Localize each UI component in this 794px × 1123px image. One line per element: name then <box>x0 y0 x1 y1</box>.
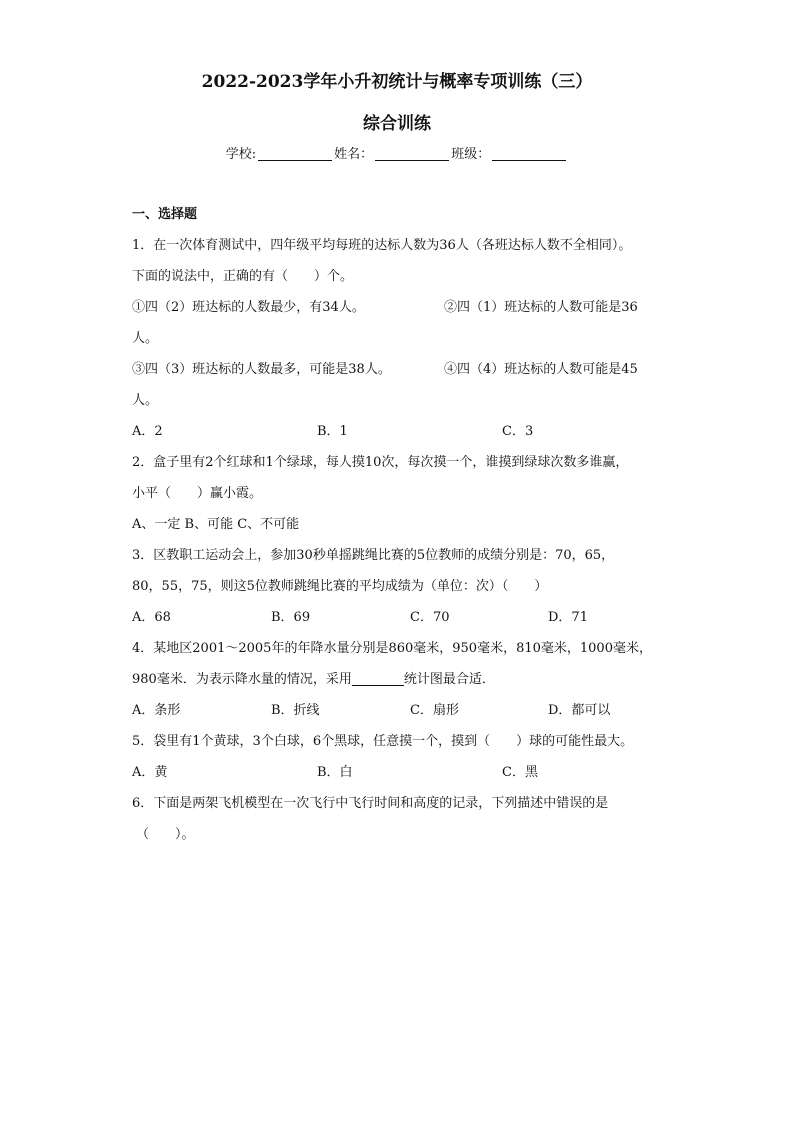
q4-option-b[interactable]: B．折线 <box>271 703 320 718</box>
q1-option-a[interactable]: A．2 <box>132 424 163 439</box>
q6-stem-line1: 6．下面是两架飞机模型在一次飞行中飞行时间和高度的记录，下列描述中错误的是 <box>132 796 609 811</box>
name-blank[interactable] <box>375 146 449 161</box>
q4-option-c[interactable]: C．扇形 <box>410 703 459 718</box>
class-blank[interactable] <box>492 146 566 161</box>
q1-statement-row1 <box>132 298 672 329</box>
page-subtitle: 综合训练 <box>363 114 431 134</box>
q3-option-b[interactable]: B．69 <box>271 610 311 625</box>
q4-stem-line1: 4．某地区2001～2005年的年降水量分别是860毫米，950毫米，810毫米，1000毫米， <box>132 641 652 656</box>
student-info-line <box>0 145 794 165</box>
q1-statement-row2 <box>132 360 672 391</box>
q1-statement-2-cont: 人。 <box>132 331 159 346</box>
q3-option-a[interactable]: A．68 <box>132 610 171 625</box>
q3-stem-line2: 80，55，75，则这5位教师跳绳比赛的平均成绩为（单位：次）（ ） <box>132 579 548 594</box>
page-title: 2022-2023学年小升初统计与概率专项训练（三） <box>201 72 593 92</box>
q4-options <box>132 701 672 732</box>
section-heading: 一、选择题 <box>132 207 198 222</box>
q2-stem-line2: 小平（ ）赢小霞。 <box>132 486 263 501</box>
q1-statement-3: ③四（3）班达标的人数最多，可能是38人。 <box>132 362 391 377</box>
q5-option-b[interactable]: B．白 <box>317 765 353 780</box>
q1-option-b[interactable]: B．1 <box>317 424 348 439</box>
q1-statement-2: ②四（1）班达标的人数可能是36 <box>444 300 638 315</box>
q5-stem: 5．袋里有1个黄球，3个白球，6个黑球，任意摸一个，摸到（ ）球的可能性最大。 <box>132 734 634 749</box>
school-blank[interactable] <box>258 146 332 161</box>
q1-option-c[interactable]: C．3 <box>502 424 534 439</box>
name-label: 姓名： <box>334 147 374 162</box>
question-list <box>132 205 672 856</box>
q6-stem-line2: （ ）。 <box>136 827 195 842</box>
class-label: 班级： <box>451 147 491 162</box>
q3-stem-line1: 3．区教职工运动会上，参加30秒单摇跳绳比赛的5位教师的成绩分别是：70，65， <box>132 548 615 563</box>
q2-options[interactable]: A、一定 B、可能 C、不可能 <box>132 517 300 532</box>
q4-stem-line2-before: 980毫米．为表示降水量的情况，采用 <box>132 672 352 687</box>
q1-statement-4: ④四（4）班达标的人数可能是45 <box>444 362 638 377</box>
q4-option-a[interactable]: A．条形 <box>132 703 181 718</box>
q2-stem-line1: 2．盒子里有2个红球和1个绿球，每人摸10次，每次摸一个，谁摸到绿球次数多谁赢， <box>132 455 629 470</box>
q5-option-a[interactable]: A．黄 <box>132 765 168 780</box>
q3-option-d[interactable]: D．71 <box>548 610 588 625</box>
q4-stem-line2 <box>132 670 672 701</box>
q1-statement-1: ①四（2）班达标的人数最少，有34人。 <box>132 300 365 315</box>
q1-stem-line2: 下面的说法中，正确的有（ ）个。 <box>132 269 354 284</box>
q4-answer-blank[interactable] <box>352 671 404 686</box>
q5-options <box>132 763 672 794</box>
q1-stem-line1: 1．在一次体育测试中，四年级平均每班的达标人数为36人（各班达标人数不全相同）。 <box>132 238 632 253</box>
q5-option-c[interactable]: C．黑 <box>502 765 538 780</box>
q3-options <box>132 608 672 639</box>
q4-option-d[interactable]: D．都可以 <box>548 703 611 718</box>
q1-options <box>132 422 672 453</box>
q4-stem-line2-after: 统计图最合适． <box>403 672 495 687</box>
q1-statement-4-cont: 人。 <box>132 393 159 408</box>
q3-option-c[interactable]: C．70 <box>410 610 450 625</box>
school-label: 学校: <box>225 147 257 162</box>
